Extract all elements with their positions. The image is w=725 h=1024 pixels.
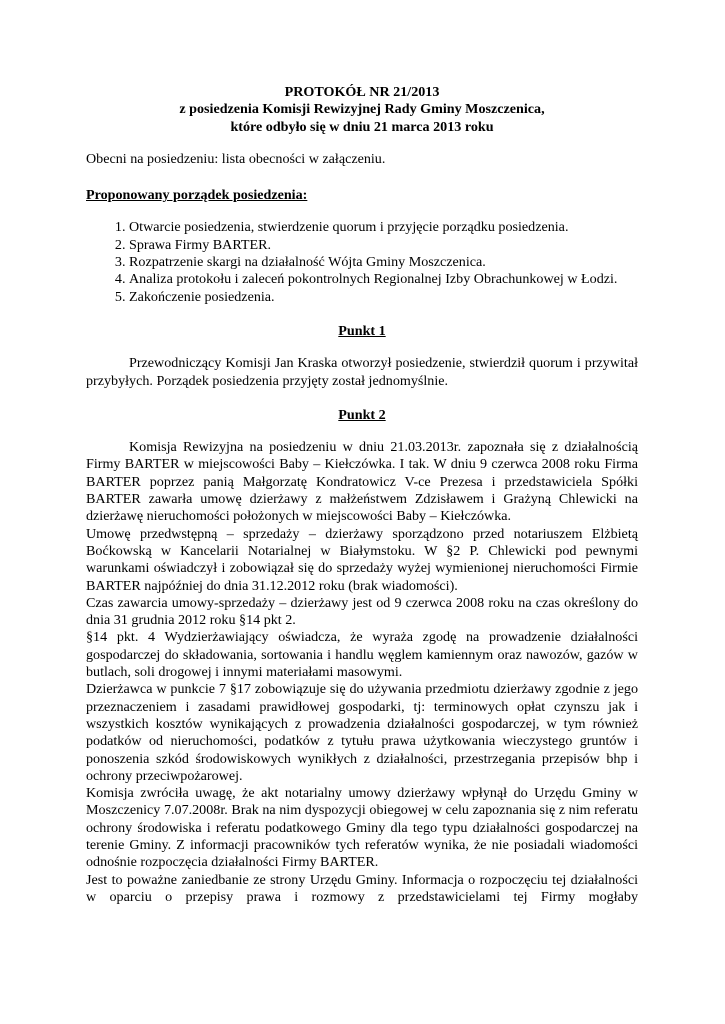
- document-page: [86, 84, 638, 906]
- agenda-item: 3. Rozpatrzenie skargi na działalność Wójta Gminy Moszczenica.: [129, 254, 638, 271]
- attendance-line: Obecni na posiedzeniu: lista obecności w załączeniu.: [86, 150, 386, 167]
- punkt-1-text: Przewodniczący Komisji Jan Kraska otworzył posiedzenie, stwierdził quorum i przywitał przybyłych. Porządek posiedzenia przyjęty został jednomyślnie.: [86, 355, 638, 389]
- agenda-heading: Proponowany porządek posiedzenia:: [86, 187, 308, 204]
- document-date-line: które odbyło się w dniu 21 marca 2013 roku: [230, 118, 494, 135]
- punkt-2-paragraph: Umowę przedwstępną – sprzedaży – dzierżawy sporządzono przed notariuszem Elżbietą Boćkowską w Kancelarii Notarialnej w Białymstoku. W §2 P. Chlewicki pod pewnymi warunkami oświadczył i zobowiązał się do sprzedaży wyżej wymienionej nieruchomości Firmie BARTER najpóźniej do dnia 31.12.2012 roku (brak wiadomości).: [86, 525, 638, 594]
- document-title: PROTOKÓŁ NR 21/2013: [284, 84, 440, 100]
- agenda-item: 1. Otwarcie posiedzenia, stwierdzenie quorum i przyjęcie porządku posiedzenia.: [129, 219, 638, 236]
- punkt-2-paragraph: Czas zawarcia umowy-sprzedaży – dzierżawy jest od 9 czerwca 2008 roku na czas określony do dnia 31 grudnia 2012 roku §14 pkt 2.: [86, 594, 638, 629]
- agenda-item: 4. Analiza protokołu i zaleceń pokontrolnych Regionalnej Izby Obrachunkowej w Łodzi.: [129, 271, 638, 288]
- punkt-2-paragraph: Komisja zwróciła uwagę, że akt notarialny umowy dzierżawy wpłynął do Urzędu Gminy w Moszczenicy 7.07.2008r. Brak na nim dyspozycji obiegowej w celu zapoznania się z nim referatu ochrony środowiska i referatu podatkowego Gminy dla tego typu działalności gospodarczej na terenie Gminy. Z informacji pracowników tych referatów wynika, że nie posiadali wiadomości odnośnie rozpoczęcia działalności Firmy BARTER.: [86, 785, 638, 871]
- punkt-2-paragraph: Jest to poważne zaniedbanie ze strony Urzędu Gminy. Informacja o rozpoczęciu tej działalności w oparciu o przepisy prawa i rozmowy z przedstawicielami tej Firmy mogłaby: [86, 871, 638, 905]
- punkt-2-paragraph: Komisja Rewizyjna na posiedzeniu w dniu 21.03.2013r. zapoznała się z działalnością Firmy BARTER w miejscowości Baby – Kiełczówka. I tak. W dniu 9 czerwca 2008 roku Firma BARTER poprzez panią Małgorzatę Kondratowicz V-ce Prezesa i przedstawiciela Spółki BARTER zawarła umowę dzierżawy z małżeństwem Zdzisławem i Grażyną Chlewicki na dzierżawę nieruchomości położonych w miejscowości Baby – Kiełczówka.: [86, 439, 638, 525]
- document-header: [86, 84, 638, 136]
- punkt-2-heading: Punkt 2: [338, 406, 386, 423]
- punkt-2-paragraph: §14 pkt. 4 Wydzierżawiający oświadcza, że wyraża zgodę na prowadzenie działalności gospodarczej do składowania, sortowania i handlu węglem kamiennym oraz nawozów, gazów w butlach, soli drogowej i innymi materiałami masowymi.: [86, 629, 638, 681]
- punkt-2-paragraph: Dzierżawca w punkcie 7 §17 zobowiązuje się do używania przedmiotu dzierżawy zgodnie z jego przeznaczeniem i zasadami prawidłowej gospodarki, tj: terminowych opłat czynszu jak i wszystkich kosztów wynikających z prowadzenia działalności gospodarczej, w tym również podatków od nieruchomości, podatków z tytułu prawa użytkowania wieczystego gruntów i ponoszenia szkód środowiskowych wynikłych z działalności, przestrzegania przepisów bhp i ochrony przeciwpożarowej.: [86, 681, 638, 784]
- agenda-list: [86, 219, 638, 305]
- agenda-item: 5. Zakończenie posiedzenia.: [129, 289, 638, 306]
- agenda-item: 2. Sprawa Firmy BARTER.: [129, 237, 638, 254]
- punkt-1-heading: Punkt 1: [338, 322, 386, 339]
- document-subtitle: z posiedzenia Komisji Rewizyjnej Rady Gminy Moszczenica,: [179, 101, 545, 118]
